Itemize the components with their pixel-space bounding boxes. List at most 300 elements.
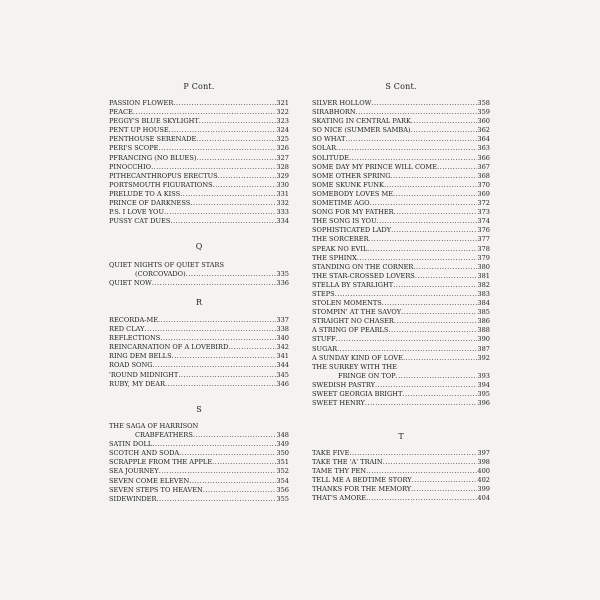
dot-leader (164, 208, 276, 217)
entry-title: REINCARNATION OF A LOVEBIRD (109, 343, 229, 352)
dot-leader (337, 345, 477, 354)
index-entry (109, 343, 289, 352)
entry-page-number: 400 (477, 467, 490, 476)
entry-title: STANDING ON THE CORNER (312, 262, 414, 271)
index-entry (109, 371, 289, 380)
entry-title: A STRING OF PEARLS (312, 326, 389, 335)
index-entry (312, 163, 490, 172)
dot-leader (391, 172, 478, 181)
index-entry (312, 208, 490, 217)
dot-leader (349, 449, 477, 458)
entry-title: TELL ME A BEDTIME STORY (312, 476, 412, 485)
entry-list (109, 261, 289, 288)
dot-leader (397, 363, 490, 372)
entry-page-number: 354 (276, 476, 289, 485)
index-entry (109, 117, 289, 126)
entry-page-number: 337 (276, 316, 289, 324)
entry-title: THE SONG IS YOU (312, 217, 377, 226)
entry-title: SONG FOR MY FATHER (312, 208, 394, 217)
dot-leader (180, 190, 276, 199)
index-entry (109, 172, 289, 181)
entry-title: SATIN DOLL (109, 440, 153, 449)
index-entry (312, 308, 490, 317)
index-entry (312, 272, 490, 281)
entry-title: QUIET NIGHTS OF QUIET STARS (109, 261, 225, 269)
entry-title: PINOCCHIO (109, 162, 152, 171)
entry-title: SWEET GEORGIA BRIGHT (312, 390, 403, 398)
entry-title: TAKE THE 'A' TRAIN (312, 458, 383, 467)
index-entry (312, 263, 490, 272)
dot-leader (394, 208, 478, 217)
entry-page-number: 369 (477, 189, 490, 198)
dot-leader (199, 117, 277, 126)
index-entry (312, 235, 490, 244)
entry-title: QUIET NOW (109, 279, 152, 288)
entry-title: THE SPHINX (312, 253, 357, 262)
dot-leader (189, 477, 276, 486)
dot-leader (393, 281, 477, 290)
index-entry (312, 494, 490, 503)
entry-list (109, 316, 289, 389)
index-entry (109, 163, 289, 172)
dot-leader (173, 99, 276, 108)
index-entry (312, 476, 490, 485)
entry-list (109, 99, 289, 226)
index-entry (109, 190, 289, 199)
dot-leader (196, 135, 276, 144)
index-entry (312, 245, 490, 254)
index-entry (312, 449, 490, 458)
index-entry (109, 208, 289, 217)
entry-title: SWEDISH PASTRY (312, 380, 375, 389)
dot-leader (394, 317, 478, 326)
index-entry (109, 486, 289, 495)
entry-page-number: 368 (477, 171, 490, 180)
dot-leader (370, 199, 478, 208)
entry-page-number: 372 (477, 199, 490, 208)
entry-title: 'ROUND MIDNIGHT (109, 370, 179, 379)
dot-leader (396, 372, 478, 381)
dot-leader (165, 380, 276, 389)
entry-page-number: 367 (477, 162, 490, 171)
entry-title: SOLAR (312, 144, 337, 153)
entry-title: SKATING IN CENTRAL PARK (312, 117, 411, 126)
entry-title: SO WHAT (312, 135, 346, 144)
dot-leader (212, 458, 276, 467)
dot-leader (159, 467, 277, 476)
entry-title: SILVER HOLLOW (312, 99, 372, 107)
index-entry (109, 449, 289, 458)
entry-title: PEGGY'S BLUE SKYLIGHT (109, 117, 199, 126)
dot-leader (198, 422, 289, 431)
entry-title: STOLEN MOMENTS (312, 299, 382, 308)
entry-page-number: 390 (477, 335, 490, 344)
entry-list (312, 99, 490, 408)
entry-title: SOPHISTICATED LADY (312, 226, 392, 235)
entry-title: P.S. I LOVE YOU (109, 208, 165, 217)
index-entry (109, 495, 289, 504)
entry-page-number: 358 (477, 99, 490, 107)
entry-title: SEVEN STEPS TO HEAVEN (109, 485, 203, 494)
index-entry (109, 154, 289, 163)
dot-leader (415, 272, 478, 281)
dot-leader (213, 181, 277, 190)
index-entry (109, 316, 289, 325)
index-entry (109, 135, 289, 144)
entry-page-number: 370 (477, 180, 490, 189)
index-entry (109, 458, 289, 467)
entry-page-number: 345 (276, 370, 289, 379)
entry-title: A SUNDAY KIND OF LOVE (312, 353, 403, 362)
entry-title: RUBY, MY DEAR (109, 379, 165, 388)
index-entry (312, 335, 490, 344)
entry-title: (CORCOVADO) (135, 270, 186, 279)
index-entry (312, 399, 490, 408)
entry-title: SWEET HENRY (312, 399, 365, 408)
entry-page-number: 382 (477, 280, 490, 289)
entry-page-number: 355 (276, 494, 289, 503)
index-entry (312, 390, 490, 399)
right-column-header: S Cont. (385, 82, 417, 91)
entry-page-number: 383 (477, 289, 490, 298)
entry-page-number: 397 (477, 449, 490, 457)
entry-title: STELLA BY STARLIGHT (312, 280, 394, 289)
entry-title: PORTSMOUTH FIGURATIONS (109, 180, 213, 189)
entry-title: RED CLAY (109, 325, 145, 334)
dot-leader (367, 245, 477, 254)
dot-leader (357, 254, 478, 263)
entry-page-number: 376 (477, 226, 490, 235)
entry-page-number: 322 (276, 108, 289, 117)
entry-page-number: 324 (276, 126, 289, 135)
dot-leader (403, 354, 477, 363)
index-entry (312, 99, 490, 108)
section-letter: S (196, 405, 202, 414)
entry-title: SOME OTHER SPRING (312, 171, 391, 180)
entry-title: SO NICE (SUMMER SAMBA) (312, 126, 411, 135)
entry-title: ROAD SONG (109, 361, 153, 370)
entry-title: SPEAK NO EVIL (312, 244, 368, 253)
index-entry (312, 381, 490, 390)
index-entry (312, 190, 490, 199)
entry-page-number: 392 (477, 353, 490, 362)
index-entry (312, 281, 490, 290)
entry-title: PRELUDE TO A KISS (109, 189, 181, 198)
index-entry (109, 361, 289, 370)
entry-page-number: 398 (477, 458, 490, 467)
index-entry (109, 261, 289, 270)
index-entry (312, 317, 490, 326)
dot-leader (133, 108, 277, 117)
dot-leader (196, 154, 276, 163)
entry-page-number: 394 (477, 380, 490, 389)
dot-leader (388, 326, 477, 335)
dot-leader (152, 361, 276, 370)
index-entry (109, 99, 289, 108)
entry-page-number: 362 (477, 126, 490, 135)
dot-leader (412, 476, 478, 485)
entry-page-number: 404 (477, 494, 490, 503)
index-entry (109, 217, 289, 226)
index-entry (109, 380, 289, 389)
entry-page-number: 378 (477, 244, 490, 253)
index-entry (109, 440, 289, 449)
entry-page-number: 363 (477, 144, 490, 153)
dot-leader (382, 299, 478, 308)
index-entry (312, 181, 490, 190)
entry-page-number: 327 (276, 153, 289, 162)
entry-page-number: 350 (276, 449, 289, 458)
entry-title: THE SAGA OF HARRISON (109, 422, 199, 430)
entry-title: PEACE (109, 108, 133, 117)
entry-title: RING DEM BELLS (109, 352, 172, 361)
index-entry (109, 108, 289, 117)
dot-leader (178, 371, 276, 380)
entry-title: SOME SKUNK FUNK (312, 180, 384, 189)
entry-page-number: 336 (276, 279, 289, 288)
entry-title: SIRABHORN (312, 108, 356, 117)
index-entry (312, 290, 490, 299)
entry-page-number: 351 (276, 458, 289, 467)
entry-title: STRAIGHT NO CHASER (312, 317, 394, 326)
entry-page-number: 387 (477, 344, 490, 353)
index-entry (312, 144, 490, 153)
index-entry (312, 458, 490, 467)
entry-title: PITHECANTHROPUS ERECTUS (109, 171, 218, 180)
entry-title: PERI'S SCOPE (109, 144, 159, 153)
entry-page-number: 360 (477, 117, 490, 126)
dot-leader (413, 263, 477, 272)
dot-leader (401, 308, 477, 317)
dot-leader (151, 163, 276, 172)
section-letter: R (195, 298, 203, 307)
entry-page-number: 330 (276, 180, 289, 189)
dot-leader (393, 190, 477, 199)
entry-page-number: 344 (276, 361, 289, 370)
dot-leader (402, 390, 477, 399)
index-entry (109, 467, 289, 476)
entry-list (312, 449, 490, 504)
entry-title: SOLITUDE (312, 153, 349, 162)
index-entry (312, 326, 490, 335)
entry-page-number: 385 (477, 308, 490, 317)
dot-leader (375, 381, 477, 390)
dot-leader (152, 279, 277, 288)
entry-title: PENTHOUSE SERENADE (109, 135, 197, 144)
entry-title: THANKS FOR THE MEMORY (312, 485, 412, 494)
index-entry (312, 154, 490, 163)
dot-leader (160, 334, 276, 343)
dot-leader (228, 343, 276, 352)
index-entry (312, 254, 490, 263)
entry-page-number: 335 (276, 270, 289, 279)
dot-leader (179, 449, 276, 458)
index-entry (312, 117, 490, 126)
index-entry (312, 135, 490, 144)
entry-page-number: 388 (477, 326, 490, 335)
dot-leader (411, 485, 477, 494)
index-entry (312, 172, 490, 181)
dot-leader (366, 467, 477, 476)
entry-title: REFLECTIONS (109, 334, 161, 343)
entry-page-number: 348 (276, 431, 289, 440)
entry-page-number: 321 (276, 99, 289, 107)
entry-title: PASSION FLOWER (109, 99, 174, 107)
index-entry (312, 372, 490, 381)
entry-page-number: 328 (276, 162, 289, 171)
index-entry (312, 467, 490, 476)
dot-leader (170, 217, 276, 226)
entry-page-number: 341 (276, 352, 289, 361)
entry-title: CRABFEATHERS (135, 431, 193, 440)
index-entry (109, 126, 289, 135)
entry-page-number: 379 (477, 253, 490, 262)
entry-page-number: 359 (477, 108, 490, 117)
index-entry (312, 485, 490, 494)
entry-title: STUFF (312, 335, 336, 344)
dot-leader (224, 261, 289, 270)
dot-leader (336, 144, 477, 153)
entry-title: THE STAR-CROSSED LOVERS (312, 271, 415, 280)
index-entry (109, 334, 289, 343)
entry-page-number: 402 (477, 476, 490, 485)
entry-title: SOMETIME AGO (312, 199, 370, 208)
entry-page-number: 325 (276, 135, 289, 144)
entry-page-number: 332 (276, 199, 289, 208)
index-entry (312, 108, 490, 117)
entry-page-number: 377 (477, 235, 490, 244)
dot-leader (186, 270, 277, 279)
dot-leader (335, 290, 478, 299)
entry-title: PFRANCING (NO BLUES) (109, 153, 197, 162)
dot-leader (371, 99, 477, 108)
entry-page-number: 349 (276, 440, 289, 449)
entry-page-number: 399 (477, 485, 490, 494)
section-letter: Q (195, 242, 203, 251)
dot-leader (158, 316, 276, 325)
dot-leader (391, 226, 477, 235)
section-letter: T (398, 432, 404, 441)
entry-page-number: 374 (477, 217, 490, 226)
index-entry (312, 199, 490, 208)
entry-page-number: 364 (477, 135, 490, 144)
entry-page-number: 323 (276, 117, 289, 126)
dot-leader (383, 458, 478, 467)
entry-title: SOMEBODY LOVES ME (312, 189, 394, 198)
index-entry (312, 354, 490, 363)
entry-page-number: 334 (276, 217, 289, 226)
entry-title: STEPS (312, 289, 335, 298)
index-entry (312, 363, 490, 372)
entry-page-number: 386 (477, 317, 490, 326)
index-entry (109, 144, 289, 153)
index-entry (109, 270, 289, 279)
entry-title: RECORDA-ME (109, 316, 159, 324)
left-column-header: P Cont. (183, 82, 215, 91)
entry-page-number: 380 (477, 262, 490, 271)
entry-title: TAKE FIVE (312, 449, 350, 457)
index-entry (109, 181, 289, 190)
dot-leader (345, 135, 477, 144)
entry-title: THE SORCERER (312, 235, 369, 244)
entry-title: TAME THY PEN (312, 467, 367, 476)
dot-leader (349, 154, 477, 163)
index-entry (312, 126, 490, 135)
dot-leader (158, 144, 276, 153)
index-entry (109, 477, 289, 486)
entry-title: SOME DAY MY PRINCE WILL COME (312, 162, 437, 171)
dot-leader (384, 181, 477, 190)
dot-leader (152, 440, 276, 449)
index-entry (109, 199, 289, 208)
entry-title: PUSSY CAT DUES (109, 217, 171, 226)
entry-title: SUGAR (312, 344, 338, 353)
entry-title: SIDEWINDER (109, 494, 157, 503)
dot-leader (356, 108, 478, 117)
entry-page-number: 393 (477, 371, 490, 380)
entry-title: THAT'S AMORE (312, 494, 367, 503)
entry-title: THE SURREY WITH THE (312, 362, 397, 371)
index-entry (109, 279, 289, 288)
dot-leader (203, 486, 277, 495)
dot-leader (144, 325, 276, 334)
dot-leader (411, 126, 478, 135)
index-entry (312, 226, 490, 235)
entry-page-number: 352 (276, 467, 289, 476)
index-entry (109, 422, 289, 431)
entry-page-number: 396 (477, 399, 490, 408)
entry-page-number: 366 (477, 153, 490, 162)
entry-title: STOMPIN' AT THE SAVOY (312, 308, 402, 317)
dot-leader (365, 399, 478, 408)
dot-leader (190, 199, 276, 208)
entry-title: SEA JOURNEY (109, 467, 159, 476)
index-entry (312, 217, 490, 226)
dot-leader (366, 494, 477, 503)
entry-page-number: 340 (276, 334, 289, 343)
entry-title: SCOTCH AND SODA (109, 449, 180, 458)
entry-page-number: 381 (477, 271, 490, 280)
index-entry (312, 345, 490, 354)
index-entry (109, 431, 289, 440)
dot-leader (369, 235, 478, 244)
dot-leader (336, 335, 478, 344)
entry-page-number: 356 (276, 485, 289, 494)
entry-title: PENT UP HOUSE (109, 126, 169, 135)
dot-leader (156, 495, 276, 504)
index-entry (312, 299, 490, 308)
entry-title: SCRAPPLE FROM THE APPLE (109, 458, 213, 467)
entry-page-number: 331 (276, 189, 289, 198)
entry-page-number: 326 (276, 144, 289, 153)
entry-title: FRINGE ON TOP (338, 371, 396, 380)
dot-leader (193, 431, 277, 440)
entry-page-number: 338 (276, 325, 289, 334)
entry-list (109, 422, 289, 504)
entry-title: SEVEN COME ELEVEN (109, 476, 190, 485)
entry-page-number: 384 (477, 299, 490, 308)
entry-page-number: 373 (477, 208, 490, 217)
entry-page-number: 333 (276, 208, 289, 217)
dot-leader (411, 117, 478, 126)
dot-leader (172, 352, 277, 361)
dot-leader (169, 126, 277, 135)
dot-leader (377, 217, 478, 226)
dot-leader (437, 163, 477, 172)
index-entry (109, 325, 289, 334)
entry-title: PRINCE OF DARKNESS (109, 199, 191, 208)
index-entry (109, 352, 289, 361)
